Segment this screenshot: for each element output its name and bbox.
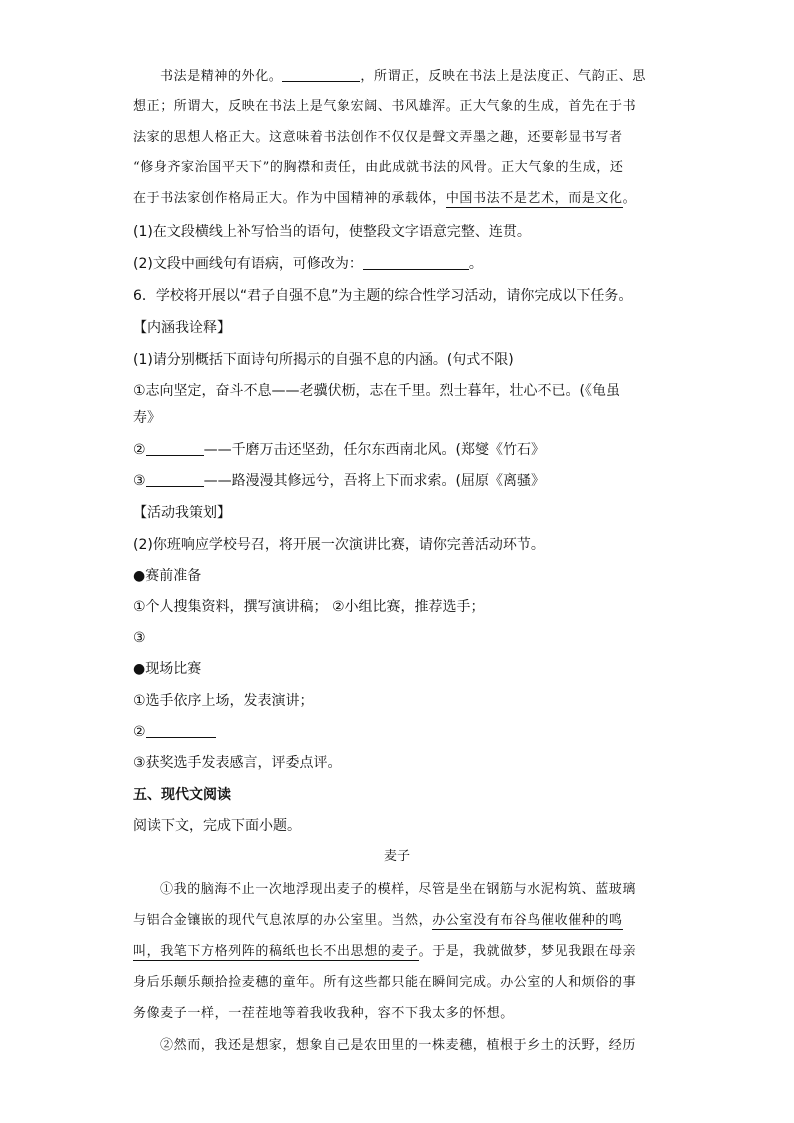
- passage-line-5: [133, 189, 636, 209]
- item-number: ③: [133, 473, 146, 489]
- answer-blank: [282, 67, 360, 82]
- passage-line-2: 想正；所谓大，反映在书法上是气象宏阔、书风雄浑。正大气象的生成，首先在于书: [133, 99, 637, 114]
- article-line-5: 务像麦子一样，一茬茬地等着我收我种，容不下我太多的怀想。: [133, 1006, 514, 1021]
- answer-blank: [146, 441, 204, 456]
- question-text: 。: [468, 256, 483, 272]
- underlined-sentence: 叫，我笔下方格列阵的稿纸也长不出思想的麦子: [133, 944, 419, 959]
- answer-blank: [146, 472, 204, 487]
- underlined-sentence: 办公室没有布谷鸟催收催种的鸣: [432, 913, 623, 928]
- article-line-4: 身后乐颠乐颠拾捡麦穗的童年。所有这些都只能在瞬间完成。办公室的人和烦俗的事: [133, 975, 637, 990]
- item-text: ——路漫漫其修远兮，吾将上下而求索。(屈原《离骚》: [203, 473, 546, 489]
- pre-contest-steps: ①个人搜集资料，撰写演讲稿； ②小组比赛，推荐选手；: [133, 599, 485, 615]
- article-text: 与铝合金镶嵌的现代气息浓厚的办公室里。当然，: [133, 913, 433, 928]
- answer-blank: [363, 255, 469, 270]
- item-text: ——千磨万击还坚劲，任尔东西南北风。(郑燮《竹石》: [203, 442, 546, 458]
- passage-line-4: “修身齐家治国平天下”的胸襟和责任，由此成就书法的风骨。正大气象的生成，还: [133, 160, 624, 175]
- on-site-step-2: [133, 722, 216, 742]
- item-number: ②: [133, 724, 146, 740]
- question-text: (2)文段中画线句有语病，可修改为：: [133, 256, 363, 272]
- pre-contest-step-3: ③: [133, 630, 146, 646]
- article-text: 。于是，我就做梦，梦见我跟在母亲: [418, 944, 637, 959]
- passage-line-3: 法家的思想人格正大。这意味着书法创作不仅仅是聲文弄墨之趣，还要彰显书写者: [133, 130, 623, 145]
- item-number: ②: [133, 442, 146, 458]
- q6-item-1-cont: 寿》: [133, 410, 161, 426]
- passage-text: ，所谓正，反映在书法上是法度正、气韵正、思: [360, 69, 647, 84]
- bullet-on-site: ●现场比赛: [133, 661, 202, 677]
- q6-task-1: (1)请分别概括下面诗句所揭示的自强不息的内涵。(句式不限): [133, 352, 514, 368]
- on-site-step-1: ①选手依序上场，发表演讲；: [133, 693, 314, 709]
- section-label-planning: 【活动我策划】: [133, 505, 231, 521]
- article-line-1: ①我的脑海不止一次地浮现出麦子的模样，尽管是坐在钢筋与水泥构筑、蓝玻璃: [160, 882, 637, 897]
- article-line-6: ②然而，我还是想家，想象自己是农田里的一株麦穗，植根于乡土的沃野，经历: [160, 1038, 637, 1053]
- article-line-2: [133, 911, 623, 931]
- section-heading: 五、现代文阅读: [133, 787, 231, 803]
- q6-item-1: ①志向坚定，奋斗不息——老骥伏枥，志在千里。烈士暮年，壮心不已。(《龟虽: [133, 383, 621, 399]
- answer-blank: [146, 723, 216, 738]
- q6-item-3: [133, 471, 545, 491]
- passage-text: 在于书法家创作格局正大。作为中国精神的承载体，: [133, 191, 446, 206]
- article-line-3: [133, 942, 636, 962]
- reading-instruction: 阅读下文，完成下面小题。: [133, 818, 301, 834]
- q5-sub-2: [133, 254, 483, 274]
- bullet-pre-contest: ●赛前准备: [133, 568, 202, 584]
- q6-title: 6．学校将开展以“君子自强不息”为主题的综合性学习活动，请你完成以下任务。: [133, 288, 633, 304]
- passage-text: 。: [622, 191, 637, 206]
- on-site-step-3: ③获奖选手发表感言，评委点评。: [133, 755, 342, 771]
- passage-text: 书法是精神的外化。: [160, 69, 283, 84]
- underlined-sentence: 中国书法不是艺术，而是文化: [445, 191, 623, 206]
- passage-line-1: [160, 67, 646, 87]
- q6-task-2: (2)你班响应学校号召，将开展一次演讲比赛，请你完善活动环节。: [133, 537, 545, 553]
- q5-sub-1: (1)在文段横线上补写恰当的语句，使整段文字语意完整、连贯。: [133, 224, 531, 240]
- article-title: 麦子: [383, 849, 410, 864]
- q6-item-2: [133, 440, 545, 460]
- section-label-meaning: 【内涵我诠释】: [133, 320, 231, 336]
